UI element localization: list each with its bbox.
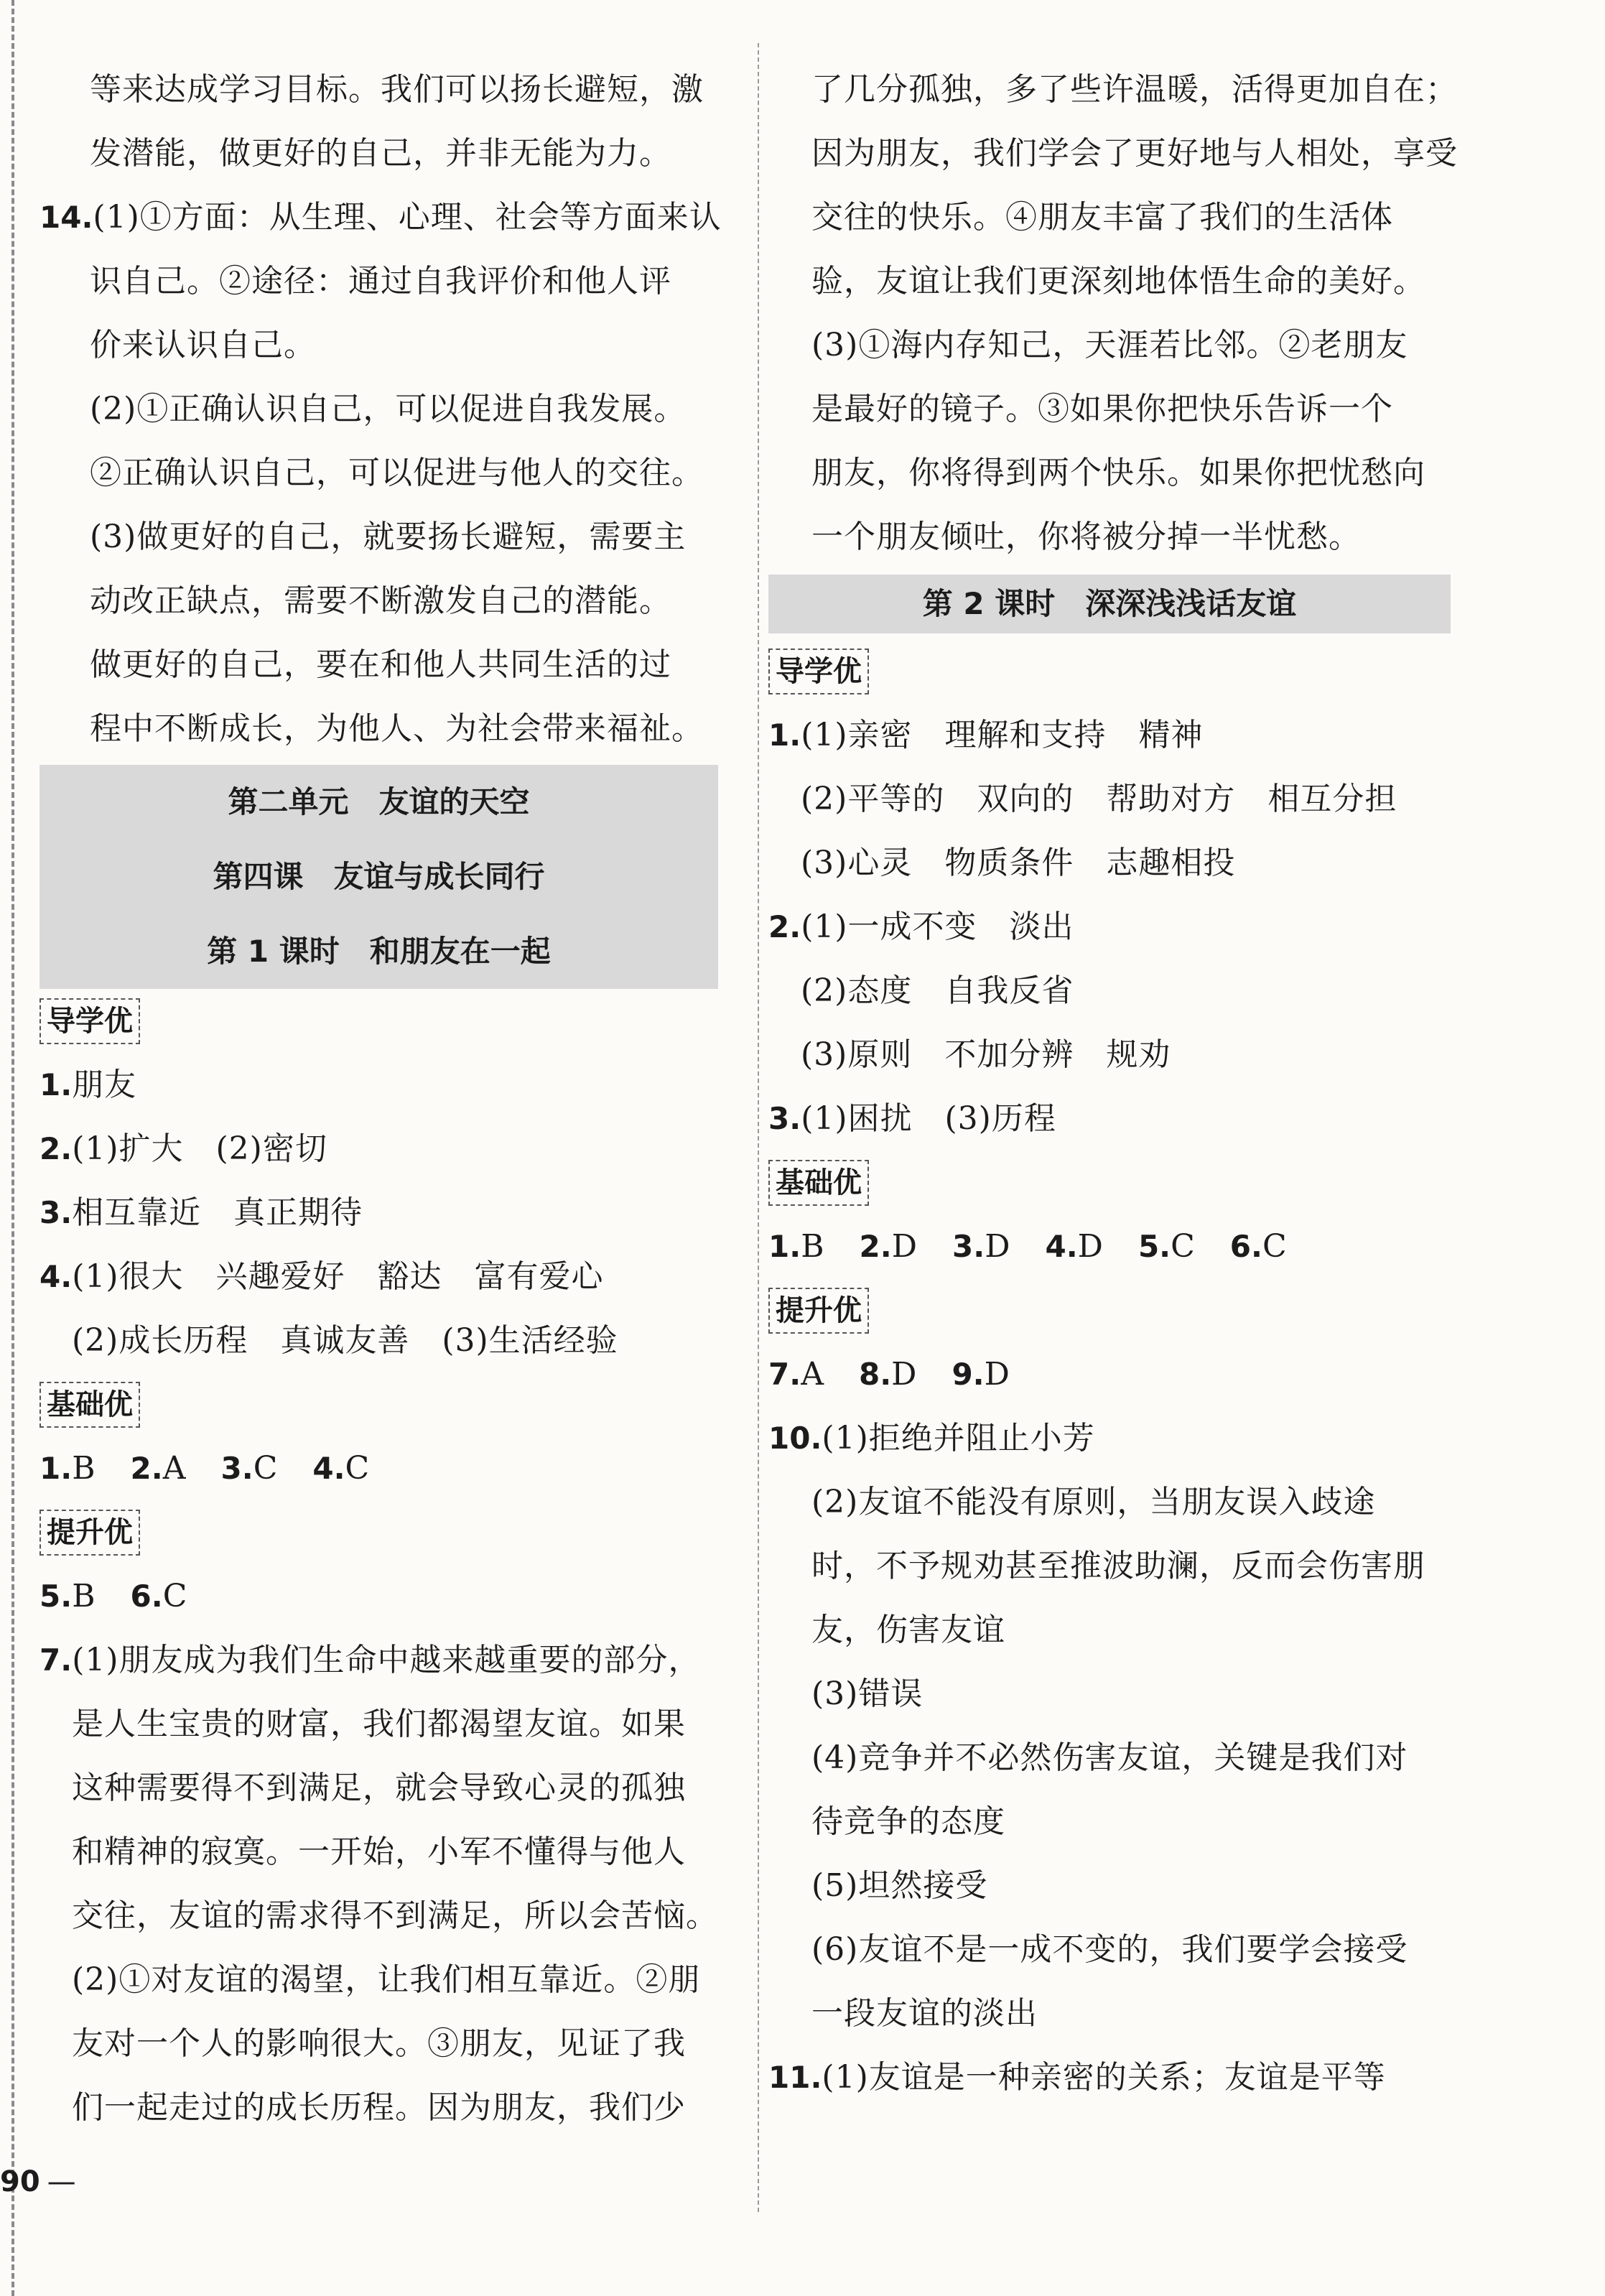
text-line: (3)错误 bbox=[811, 1675, 924, 1712]
section-tag: 基础优 bbox=[39, 1382, 140, 1428]
section-tag: 基础优 bbox=[768, 1160, 869, 1206]
answer-text: (1)很大 兴趣爱好 豁达 富有爱心 bbox=[72, 1258, 604, 1295]
question-number: 4. bbox=[39, 1259, 73, 1294]
answer-row bbox=[768, 1214, 1451, 1278]
text-line: (6)友谊不是一成不变的，我们要学会接受 bbox=[811, 1931, 1408, 1968]
question-number: 6. bbox=[130, 1579, 163, 1614]
question-number: 7. bbox=[768, 1357, 801, 1392]
answer-letter: A bbox=[801, 1356, 824, 1393]
question-7 bbox=[39, 1628, 718, 1692]
question-number: 2. bbox=[859, 1229, 892, 1264]
lesson-title: 第四课 友谊与成长同行 bbox=[213, 859, 545, 894]
answer-letter: C bbox=[1171, 1228, 1195, 1265]
text-line: 友，伤害友谊 bbox=[811, 1612, 1005, 1648]
question-1 bbox=[768, 703, 1451, 767]
question-number: 8. bbox=[858, 1357, 892, 1392]
answer-text: (1)友谊是一种亲密的关系；友谊是平等 bbox=[822, 2059, 1386, 2096]
question-3 bbox=[39, 1181, 718, 1245]
answer-row bbox=[768, 1342, 1451, 1406]
answer-letter: A bbox=[162, 1450, 186, 1487]
answer-letter: B bbox=[801, 1228, 824, 1265]
answer-text: 朋友 bbox=[72, 1066, 137, 1103]
text-line: (2)友谊不能没有原则，当朋友误入歧途 bbox=[811, 1484, 1376, 1520]
section-daoxue bbox=[768, 639, 1451, 703]
period-title: 第 2 课时 深深浅浅话友谊 bbox=[768, 575, 1451, 633]
answer-letter: C bbox=[1262, 1228, 1287, 1265]
column-divider bbox=[758, 43, 759, 2212]
question-3 bbox=[768, 1087, 1451, 1151]
unit-heading bbox=[39, 765, 718, 989]
text-line: ②正确认识自己，可以促进与他人的交往。 bbox=[90, 455, 704, 491]
question-number: 6. bbox=[1229, 1229, 1262, 1264]
left-column bbox=[39, 57, 722, 2139]
text-line: 交往，友谊的需求得不到满足，所以会苦恼。 bbox=[72, 1897, 718, 1934]
text-line: 时，不予规劝甚至推波助澜，反而会伤害朋 bbox=[811, 1548, 1425, 1584]
text-line: (3)做更好的自己，就要扬长避短，需要主 bbox=[90, 519, 687, 555]
answer-letter: B bbox=[72, 1578, 96, 1614]
question-number: 1. bbox=[39, 1067, 73, 1102]
question-number: 5. bbox=[1138, 1229, 1171, 1264]
text-line: 价来认识自己。 bbox=[90, 327, 316, 363]
text-line: 交往的快乐。④朋友丰富了我们的生活体 bbox=[811, 199, 1393, 236]
question-number: 4. bbox=[312, 1451, 345, 1486]
text-line: 是人生宝贵的财富，我们都渴望友谊。如果 bbox=[72, 1706, 686, 1742]
question-number: 1. bbox=[768, 1229, 801, 1264]
question-number: 9. bbox=[952, 1357, 985, 1392]
section-jichu bbox=[768, 1151, 1451, 1214]
page-number bbox=[0, 2165, 76, 2198]
question-number: 10. bbox=[768, 1421, 822, 1456]
answer-letter: D bbox=[891, 1356, 917, 1393]
section-tag: 提升优 bbox=[39, 1510, 140, 1556]
question-number: 3. bbox=[952, 1229, 985, 1264]
question-number: 7. bbox=[39, 1642, 73, 1678]
unit-title: 第二单元 友谊的天空 bbox=[228, 784, 530, 819]
section-tag: 导学优 bbox=[768, 649, 869, 694]
answer-row bbox=[39, 1564, 718, 1628]
text-line: (2)①对友谊的渴望，让我们相互靠近。②朋 bbox=[72, 1961, 701, 1998]
answer-text: (1)亲密 理解和支持 精神 bbox=[801, 717, 1204, 753]
question-number: 5. bbox=[39, 1579, 73, 1614]
question-11 bbox=[768, 2045, 1451, 2109]
question-number: 3. bbox=[220, 1451, 253, 1486]
text-line: (2)态度 自我反省 bbox=[801, 972, 1074, 1009]
answer-letter: D bbox=[984, 1356, 1010, 1393]
question-number: 2. bbox=[39, 1131, 73, 1166]
text-line: 发潜能，做更好的自己，并非无能为力。 bbox=[90, 135, 671, 172]
answer-letter: B bbox=[72, 1450, 96, 1487]
answer-letter: C bbox=[345, 1450, 370, 1487]
text-line: (2)①正确认识自己，可以促进自我发展。 bbox=[90, 391, 687, 427]
question-number: 1. bbox=[768, 717, 801, 753]
text-line: (3)心灵 物质条件 志趣相投 bbox=[801, 845, 1236, 881]
text-line: 因为朋友，我们学会了更好地与人相处，享受 bbox=[811, 135, 1458, 172]
right-column bbox=[768, 57, 1458, 2109]
question-4 bbox=[39, 1245, 718, 1309]
answer-row bbox=[39, 1436, 718, 1500]
question-number: 14. bbox=[39, 200, 93, 235]
section-tag: 提升优 bbox=[768, 1288, 869, 1334]
question-number: 2. bbox=[768, 909, 801, 944]
section-tisheng bbox=[39, 1500, 718, 1564]
text-line: 和精神的寂寞。一开始，小军不懂得与他人 bbox=[72, 1833, 686, 1870]
answer-text: (1)困扰 (3)历程 bbox=[801, 1100, 1056, 1137]
text-line: 是最好的镜子。③如果你把快乐告诉一个 bbox=[811, 391, 1393, 427]
text-line: 友对一个人的影响很大。③朋友，见证了我 bbox=[72, 2025, 686, 2062]
period-title: 第 1 课时 和朋友在一起 bbox=[207, 934, 551, 969]
question-2 bbox=[768, 895, 1451, 959]
text-line: (3)①海内存知己，天涯若比邻。②老朋友 bbox=[811, 327, 1408, 363]
question-2 bbox=[39, 1117, 718, 1181]
page-number-dash: — bbox=[47, 2165, 76, 2198]
answer-letter: D bbox=[1077, 1228, 1103, 1265]
question-number: 3. bbox=[768, 1101, 801, 1136]
text-line: 验，友谊让我们更深刻地体悟生命的美好。 bbox=[811, 263, 1425, 299]
question-14 bbox=[39, 185, 722, 249]
text-line: 朋友，你将得到两个快乐。如果你把忧愁向 bbox=[811, 455, 1425, 491]
answer-text: (1)拒绝并阻止小芳 bbox=[822, 1420, 1095, 1456]
answer-letter: C bbox=[162, 1578, 187, 1614]
answer-letter: C bbox=[253, 1450, 278, 1487]
section-tag: 导学优 bbox=[39, 998, 140, 1044]
text-line: 等来达成学习目标。我们可以扬长避短，激 bbox=[90, 71, 704, 108]
question-number: 4. bbox=[1045, 1229, 1078, 1264]
question-1 bbox=[39, 1053, 718, 1117]
answer-text: (1)扩大 (2)密切 bbox=[72, 1130, 327, 1167]
text-line: (1)朋友成为我们生命中越来越重要的部分， bbox=[72, 1642, 701, 1678]
question-number: 11. bbox=[768, 2060, 822, 2095]
question-number: 2. bbox=[130, 1451, 163, 1486]
text-line: (2)平等的 双向的 帮助对方 相互分担 bbox=[801, 781, 1397, 817]
question-number: 3. bbox=[39, 1195, 73, 1230]
text-line: 一个朋友倾吐，你将被分掉一半忧愁。 bbox=[811, 519, 1361, 555]
section-jichu bbox=[39, 1372, 718, 1436]
text-line: 做更好的自己，要在和他人共同生活的过 bbox=[90, 646, 671, 683]
section-tisheng bbox=[768, 1278, 1451, 1342]
question-10 bbox=[768, 1406, 1451, 1470]
text-line: 识自己。②途径：通过自我评价和他人评 bbox=[90, 263, 671, 299]
question-number: 1. bbox=[39, 1451, 73, 1486]
text-line: (3)原则 不加分辨 规劝 bbox=[801, 1036, 1171, 1073]
text-line: (1)①方面：从生理、心理、社会等方面来认 bbox=[93, 199, 722, 236]
text-line: 们一起走过的成长历程。因为朋友，我们少 bbox=[72, 2089, 686, 2126]
text-line: 待竞争的态度 bbox=[811, 1803, 1005, 1840]
section-daoxue bbox=[39, 989, 718, 1053]
text-line: 了几分孤独，多了些许温暖，活得更加自在； bbox=[811, 71, 1458, 108]
text-line: 这种需要得不到满足，就会导致心灵的孤独 bbox=[72, 1770, 686, 1806]
text-line: 一段友谊的淡出 bbox=[811, 1995, 1038, 2032]
answer-letter: D bbox=[985, 1228, 1010, 1265]
page-number-value: 90 bbox=[0, 2165, 40, 2198]
text-line: (2)成长历程 真诚友善 (3)生活经验 bbox=[72, 1322, 618, 1359]
answer-text: 相互靠近 真正期待 bbox=[72, 1194, 363, 1231]
answer-text: (1)一成不变 淡出 bbox=[801, 908, 1074, 945]
text-line: 动改正缺点，需要不断激发自己的潜能。 bbox=[90, 582, 671, 619]
answer-letter: D bbox=[891, 1228, 917, 1265]
text-line: (5)坦然接受 bbox=[811, 1867, 988, 1904]
text-line: (4)竞争并不必然伤害友谊，关键是我们对 bbox=[811, 1739, 1408, 1776]
text-line: 程中不断成长，为他人、为社会带来福祉。 bbox=[90, 710, 704, 747]
cut-line bbox=[11, 0, 14, 2296]
